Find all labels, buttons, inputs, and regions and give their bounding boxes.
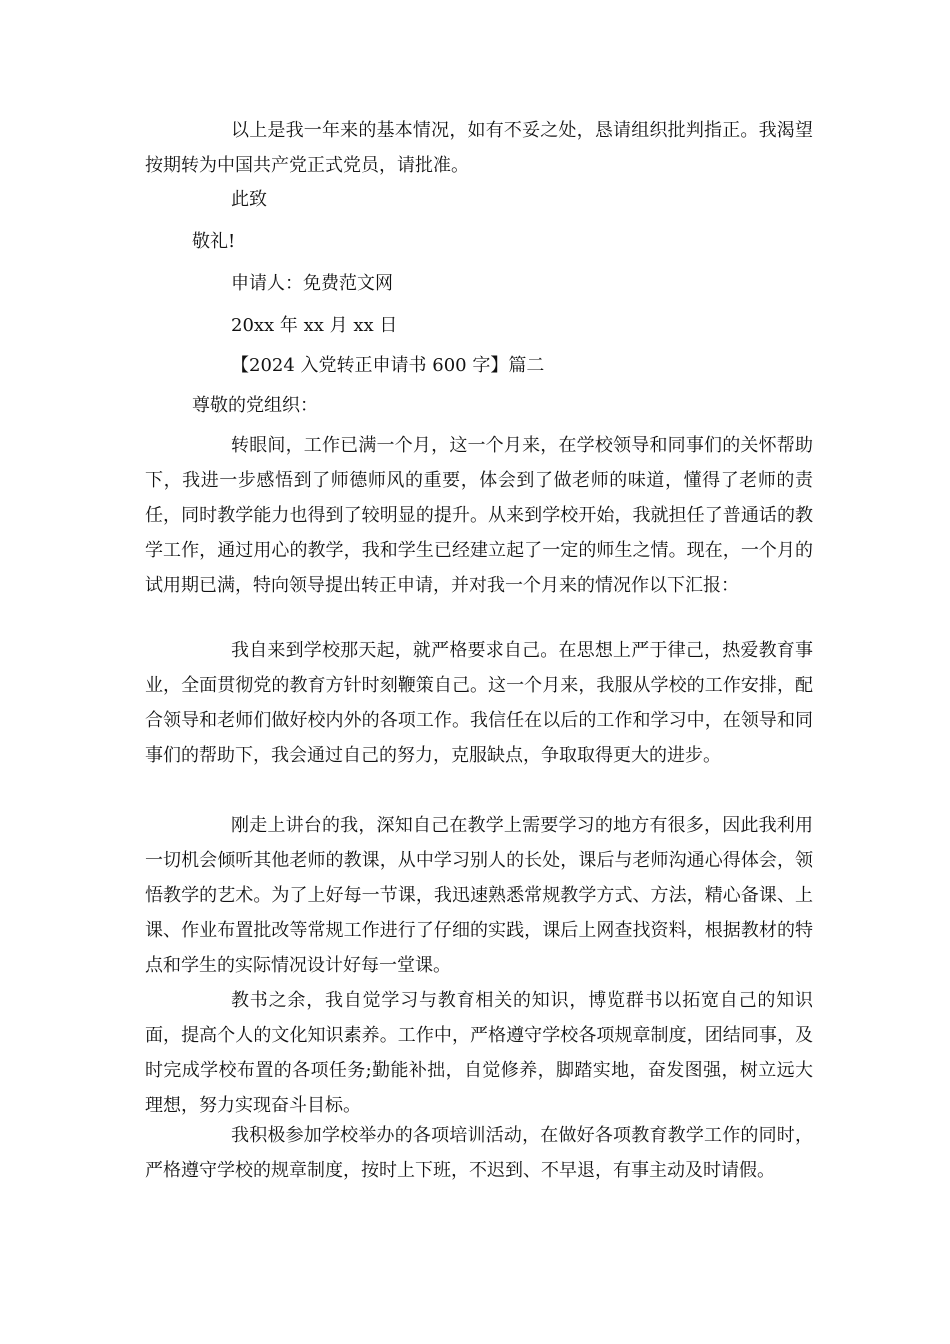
closing-phrase-cizhi: 此致 [231,189,267,210]
self-discipline-paragraph: 我自来到学校那天起，就严格要求自己。在思想上严于律己，热爱教育事业，全面贯彻党的教育方针时刻鞭策自己。这一个月来，我服从学校的工作安排，配合领导和老师们做好校内外的各项工作。我信任在以后的工作和学习中，在领导和同事们的帮助下，我会通过自己的努力，克服缺点，争取取得更大的进步。 [145,640,813,766]
section-title: 【2024 入党转正申请书 600 字】篇二 [231,355,545,376]
closing-paragraph: 以上是我一年来的基本情况，如有不妥之处，恳请组织批判指正。我渴望按期转为中国共产党正式党员，请批准。 [145,120,813,176]
teaching-paragraph: 刚走上讲台的我，深知自己在教学上需要学习的地方有很多，因此我利用一切机会倾听其他老师的教课，从中学习别人的长处，课后与老师沟通心得体会，领悟教学的艺术。为了上好每一节课，我迅速熟悉常规教学方式、方法，精心备课、上课、作业布置批改等常规工作进行了仔细的实践，课后上网查找资料，根据教材的特点和学生的实际情况设计好每一堂课。 [145,815,813,976]
date-line: 20xx 年 xx 月 xx 日 [231,315,398,336]
closing-phrase-jingli: 敬礼! [192,231,236,252]
intro-paragraph: 转眼间，工作已满一个月，这一个月来，在学校领导和同事们的关怀帮助下，我进一步感悟到了师德师风的重要，体会到了做老师的味道，懂得了老师的责任，同时教学能力也得到了较明显的提升。从来到学校开始，我就担任了普通话的教学工作，通过用心的教学，我和学生已经建立起了一定的师生之情。现在，一个月的试用期已满，特向领导提出转正申请，并对我一个月来的情况作以下汇报： [145,435,813,596]
applicant-line: 申请人：免费范文网 [231,273,393,294]
study-paragraph: 教书之余，我自觉学习与教育相关的知识，博览群书以拓宽自己的知识面，提高个人的文化知识素养。工作中，严格遵守学校各项规章制度，团结同事，及时完成学校布置的各项任务;勤能补拙，自觉修养，脚踏实地，奋发图强，树立远大理想，努力实现奋斗目标。 [145,990,813,1116]
salutation: 尊敬的党组织： [192,395,318,416]
training-paragraph: 我积极参加学校举办的各项培训活动，在做好各项教育教学工作的同时，严格遵守学校的规章制度，按时上下班，不迟到、不早退，有事主动及时请假。 [145,1125,813,1181]
